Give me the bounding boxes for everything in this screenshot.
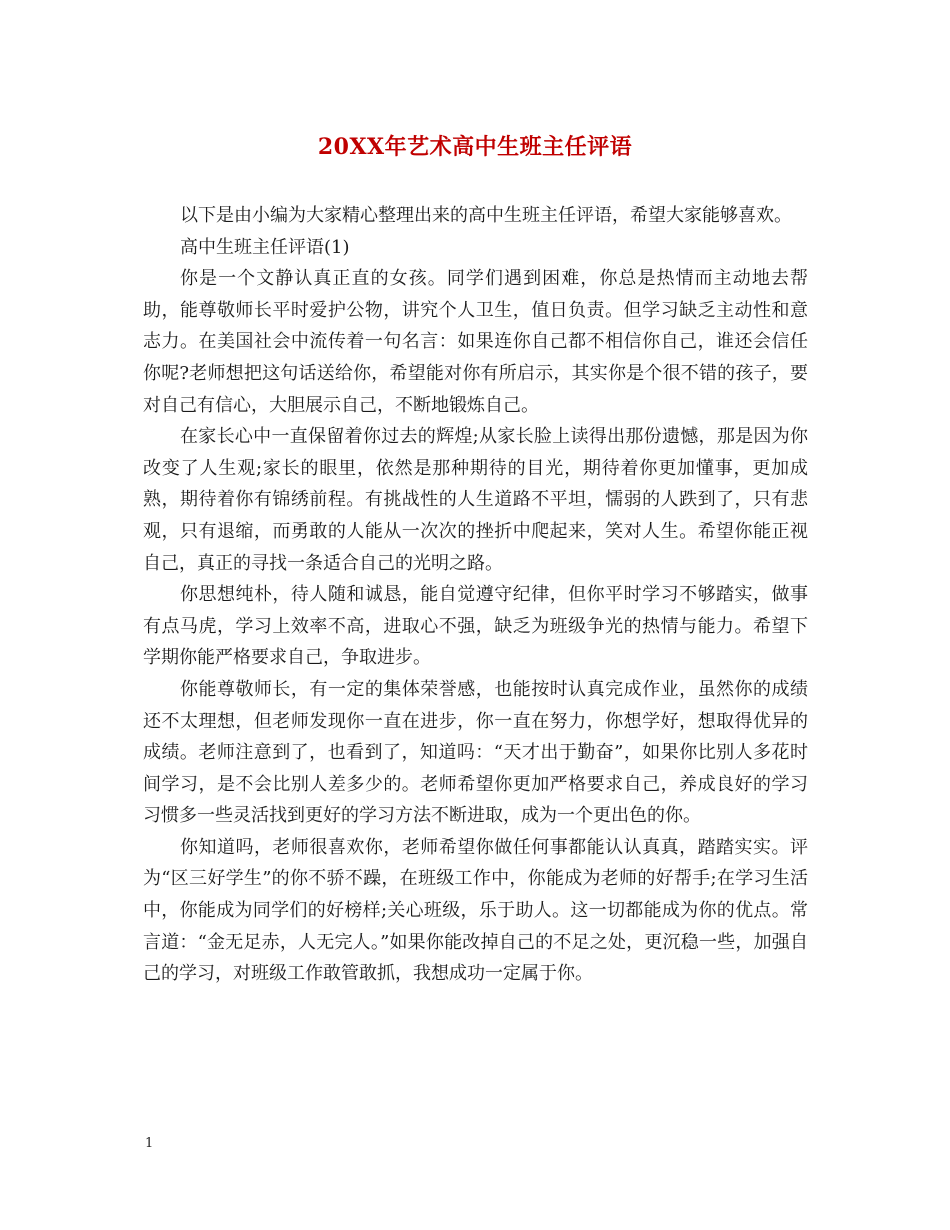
paragraph: 你能尊敬师长，有一定的集体荣誉感，也能按时认真完成作业，虽然你的成绩还不太理想，但老师发现你一直在进步，你一直在努力，你想学好，想取得优异的成绩。老师注意到了，也看到了，知道吗：“天才出于勤奋”，如果你比别人多花时间学习，是不会比别人差多少的。老师希望你更加严格要求自己，养成良好的学习习惯多一些灵活找到更好的学习方法不断进取，成为一个更出色的你。 (143, 678, 808, 827)
paragraph: 你思想纯朴，待人随和诚恳，能自觉遵守纪律，但你平时学习不够踏实，做事有点马虎，学习上效率不高，进取心不强，缺乏为班级争光的热情与能力。希望下学期你能严格要求自己，争取进步。 (143, 584, 808, 669)
paragraph-intro: 以下是由小编为大家精心整理出来的高中生班主任评语，希望大家能够喜欢。 (180, 205, 792, 226)
document-title: 20XX年艺术高中生班主任评语 (317, 134, 633, 160)
paragraph: 你是一个文静认真正直的女孩。同学们遇到困难，你总是热情而主动地去帮助，能尊敬师长平时爱护公物，讲究个人卫生，值日负责。但学习缺乏主动性和意志力。在美国社会中流传着一句名言：如果连你自己都不相信你自己，谁还会信任你呢?老师想把这句话送给你，希望能对你有所启示，其实你是个很不错的孩子，要对自己有信心，大胆展示自己，不断地锻炼自己。 (143, 268, 808, 416)
section-heading: 高中生班主任评语(1) (180, 236, 350, 258)
paragraph: 你知道吗，老师很喜欢你，老师希望你做任何事都能认认真真，踏踏实实。评为“区三好学生”的你不骄不躁，在班级工作中，你能成为老师的好帮手;在学习生活中，你能成为同学们的好榜样;关心班级，乐于助人。这一切都能成为你的优点。常言道：“金无足赤，人无完人。”如果你能改掉自己的不足之处，更沉稳一些，加强自己的学习，对班级工作敢管敢抓，我想成功一定属于你。 (143, 836, 808, 985)
paragraph: 在家长心中一直保留着你过去的辉煌;从家长脸上读得出那份遗憾，那是因为你改变了人生观;家长的眼里，依然是那种期待的目光，期待着你更加懂事，更加成熟，期待着你有锦绣前程。有挑战性的人生道路不平坦，懦弱的人跌到了，只有悲观，只有退缩，而勇敢的人能从一次次的挫折中爬起来，笑对人生。希望你能正视自己，真正的寻找一条适合自己的光明之路。 (143, 426, 808, 574)
document-body (143, 200, 808, 990)
page-number: 1 (145, 1136, 154, 1151)
